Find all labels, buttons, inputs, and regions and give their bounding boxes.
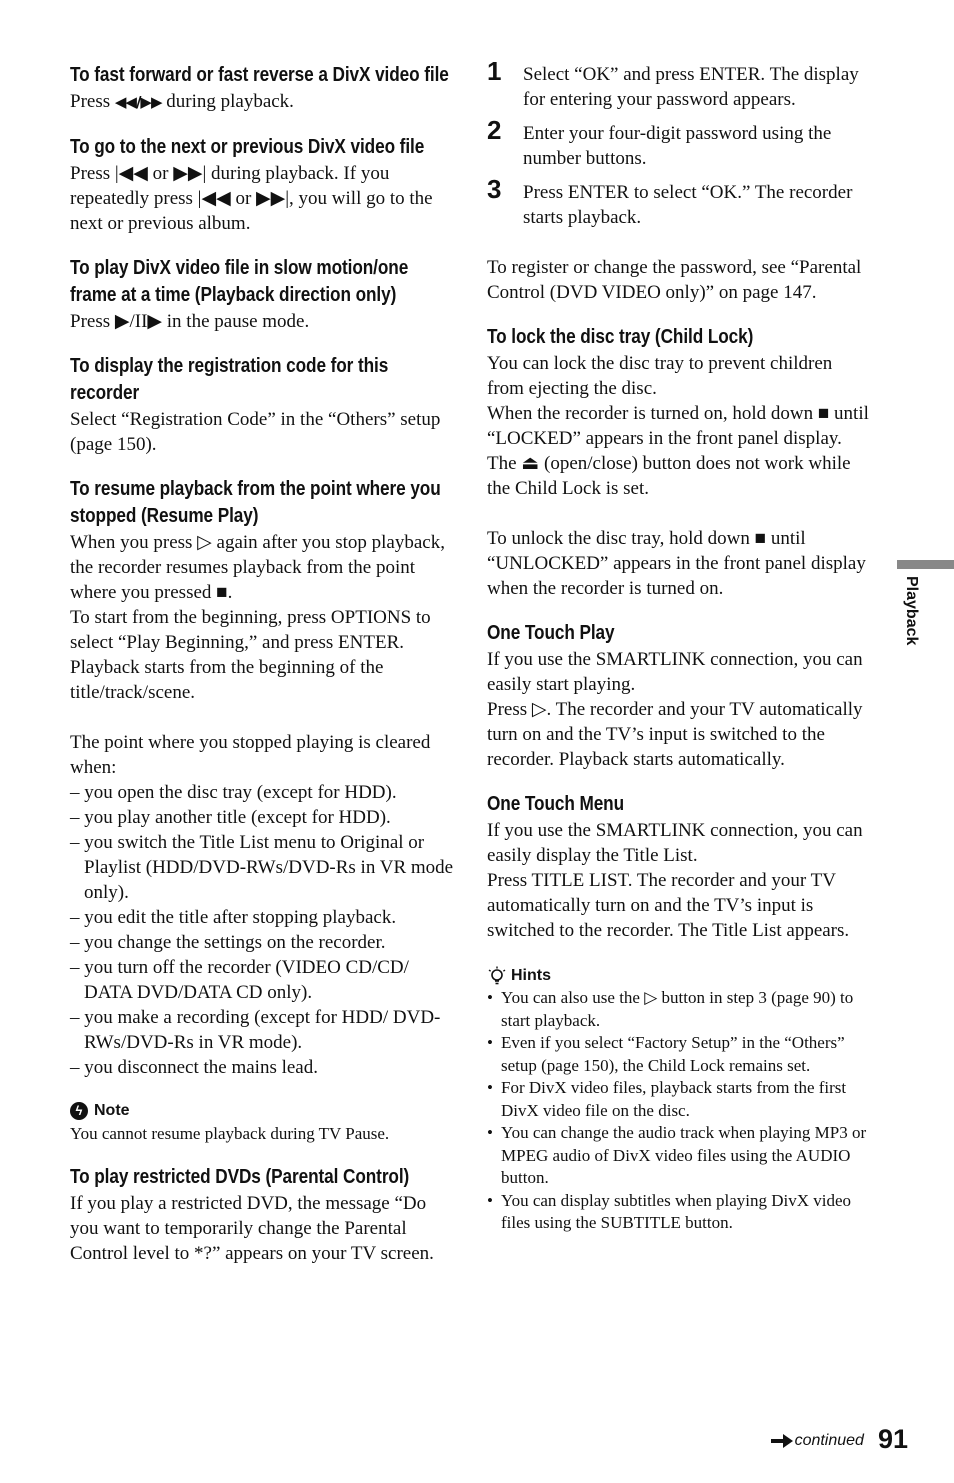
note-heading	[70, 1100, 455, 1122]
heading-resume-play: To resume playback from the point where you stopped (Resume Play)	[70, 478, 441, 527]
register-password-text: To register or change the password, see “Parental Control (DVD VIDEO only)” on page 147.	[487, 257, 862, 303]
continued-indicator	[771, 1432, 864, 1450]
child-lock-text-2: When the recorder is turned on, hold down ■ until “LOCKED” appears in the front panel display. The ⏏ (open/close) button does not work while the Child Lock is set.	[487, 403, 869, 499]
heading-one-touch-menu: One Touch Menu	[487, 793, 625, 815]
list-item: • You can also use the ▷ button in step 3 (page 90) to start playback.	[487, 987, 872, 1032]
child-lock-text-1: You can lock the disc tray to prevent children from ejecting the disc.	[487, 353, 833, 399]
note-icon: ϟ	[70, 1102, 88, 1120]
note-title: Note	[94, 1102, 130, 1119]
parental-control-text: If you play a restricted DVD, the message “Do you want to temporarily change the Parental Control level to *?” appears on your TV screen.	[70, 1193, 434, 1264]
list-item: – you edit the title after stopping playback.	[70, 907, 397, 928]
one-touch-play-text-1: If you use the SMARTLINK connection, you can easily start playing.	[487, 649, 863, 695]
list-item: – you disconnect the mains lead.	[70, 1057, 318, 1078]
step-text: Press ENTER to select “OK.” The recorder starts playback.	[523, 182, 853, 228]
heading-child-lock: To lock the disc tray (Child Lock)	[487, 326, 754, 348]
list-item: • You can change the audio track when playing MP3 or MPEG audio of DivX video files using the AUDIO button.	[487, 1122, 872, 1190]
step-number: 3	[487, 174, 502, 204]
list-item: – you turn off the recorder (VIDEO CD/CD/ DATA DVD/DATA CD only).	[70, 957, 409, 1003]
step-number: 1	[487, 56, 502, 86]
page-number: 91	[877, 1424, 908, 1454]
left-column	[70, 62, 455, 1266]
step-text: Enter your four-digit password using the number buttons.	[523, 123, 832, 169]
resume-play-text-2: To start from the beginning, press OPTIONS to select “Play Beginning,” and press ENTER. Playback starts from the beginning of the title/track/scene.	[70, 607, 431, 703]
step-number: 2	[487, 115, 502, 145]
hints-list	[487, 987, 872, 1235]
section-tab-text: Playback	[903, 576, 920, 646]
step-text: Select “OK” and press ENTER. The display for entering your password appears.	[523, 64, 859, 110]
heading-parental-control: To play restricted DVDs (Parental Control)	[70, 1166, 410, 1188]
continued-label: continued	[794, 1432, 864, 1449]
lightbulb-icon	[487, 966, 507, 986]
right-column	[487, 56, 872, 1235]
list-item: • You can display subtitles when playing DivX video files using the SUBTITLE button.	[487, 1190, 872, 1235]
step-1	[487, 56, 872, 112]
heading-one-touch-play: One Touch Play	[487, 622, 615, 644]
list-item: – you play another title (except for HDD).	[70, 807, 391, 828]
one-touch-menu-text-1: If you use the SMARTLINK connection, you can easily display the Title List.	[487, 820, 863, 866]
note-text: You cannot resume playback during TV Pause.	[70, 1124, 390, 1143]
arrow-right-icon	[771, 1434, 793, 1448]
list-item: – you make a recording (except for HDD/ DVD-RWs/DVD-Rs in VR mode).	[70, 1007, 441, 1053]
resume-cleared-intro: The point where you stopped playing is cleared when:	[70, 732, 431, 778]
list-item: • For DivX video files, playback starts from the first DivX video file on the disc.	[487, 1077, 872, 1122]
one-touch-play-text-2: Press ▷. The recorder and your TV automatically turn on and the TV’s input is switched to the recorder. Playback starts automatically.	[487, 699, 863, 770]
heading-fast-forward: To fast forward or fast reverse a DivX video file	[70, 64, 449, 86]
list-item: • Even if you select “Factory Setup” in the “Others” setup (page 150), the Child Lock remains set.	[487, 1032, 872, 1077]
ff-rew-symbol: ◀◀/▶▶	[114, 93, 162, 111]
step-3	[487, 174, 872, 230]
list-item: – you open the disc tray (except for HDD).	[70, 782, 397, 803]
step-2	[487, 115, 872, 171]
next-previous-text: Press |◀◀ or ▶▶| during playback. If you repeatedly press |◀◀ or ▶▶|, you will go to the next or previous album.	[70, 163, 433, 234]
hints-title: Hints	[511, 967, 551, 984]
resume-play-text-1: When you press ▷ again after you stop playback, the recorder resumes playback from the point where you pressed ■.	[70, 532, 445, 603]
registration-code-text: Select “Registration Code” in the “Others” setup (page 150).	[70, 409, 441, 455]
hints-heading	[487, 965, 872, 987]
one-touch-menu-text-2: Press TITLE LIST. The recorder and your TV automatically turn on and the TV’s input is switched to the recorder. The Title List appears.	[487, 870, 850, 941]
section-tab-bar	[897, 560, 954, 569]
child-unlock-text: To unlock the disc tray, hold down ■ until “UNLOCKED” appears in the front panel display when the recorder is turned on.	[487, 528, 866, 599]
heading-registration-code: To display the registration code for this recorder	[70, 355, 389, 404]
heading-slow-motion: To play DivX video file in slow motion/one frame at a time (Playback direction only)	[70, 257, 409, 306]
page-footer	[771, 1424, 908, 1454]
slow-motion-text: Press ▶/II▶ in the pause mode.	[70, 311, 310, 332]
list-item: – you switch the Title List menu to Original or Playlist (HDD/DVD-RWs/DVD-Rs in VR mode only).	[70, 832, 454, 903]
section-tab-label	[898, 576, 924, 656]
list-item: – you change the settings on the recorder.	[70, 932, 386, 953]
fast-forward-text: Press ◀◀/▶▶ during playback.	[70, 91, 294, 112]
resume-cleared-list	[70, 780, 455, 1080]
heading-next-previous: To go to the next or previous DivX video file	[70, 136, 425, 158]
